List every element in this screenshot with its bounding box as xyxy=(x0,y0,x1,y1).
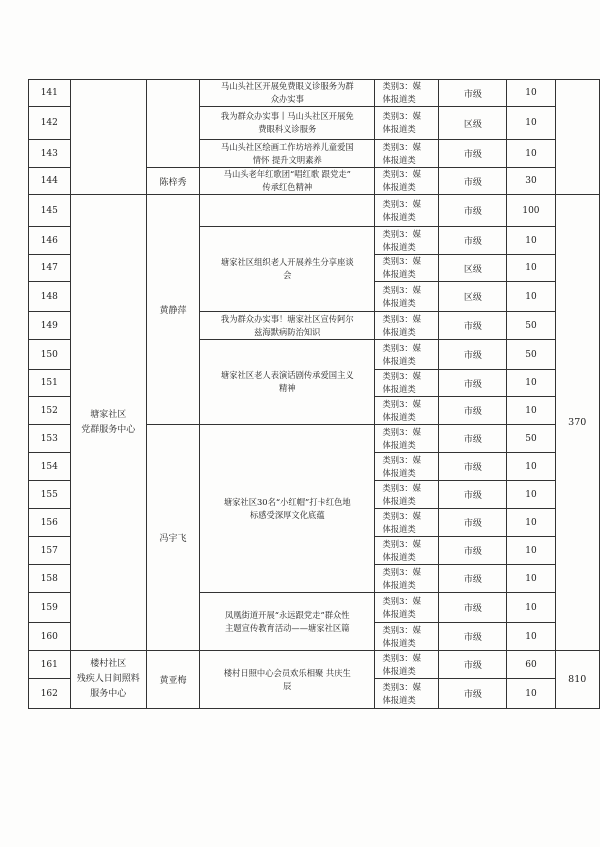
report-title-cell xyxy=(200,168,375,195)
level-cell: 市级 xyxy=(439,370,507,397)
points-cell: 10 xyxy=(507,255,555,282)
row-number-cell: 144 xyxy=(29,168,71,195)
cell-text-line: 体报道类 xyxy=(382,355,416,366)
level-cell: 市级 xyxy=(439,140,507,168)
points-cell: 10 xyxy=(507,537,555,565)
report-title-cell xyxy=(200,195,375,227)
level-cell: 市级 xyxy=(439,509,507,537)
cell-text-line: 类别3：媒 xyxy=(382,342,421,353)
points-cell: 10 xyxy=(507,679,555,709)
cell-text-line: 体报道类 xyxy=(382,665,416,676)
cell-text-line: 情怀 提升文明素养 xyxy=(252,154,322,165)
report-title-cell xyxy=(200,651,375,709)
level-cell: 市级 xyxy=(439,481,507,509)
category-cell xyxy=(375,140,439,168)
category-cell xyxy=(375,312,439,340)
points-cell: 10 xyxy=(507,107,555,140)
level-cell: 市级 xyxy=(439,537,507,565)
cell-text-line: 众办实事 xyxy=(270,94,304,104)
category-cell xyxy=(375,370,439,397)
cell-text-line: 楼村日照中心会员欢乐相聚 共庆生 xyxy=(223,667,351,678)
row-number-cell: 141 xyxy=(29,80,71,107)
row-number-cell: 160 xyxy=(29,623,71,651)
level-cell: 市级 xyxy=(439,397,507,425)
cell-text-line: 体报道类 xyxy=(382,384,416,394)
report-title-cell xyxy=(200,425,375,593)
points-cell: 50 xyxy=(507,425,555,453)
points-cell: 50 xyxy=(507,312,555,340)
table-row xyxy=(29,80,600,107)
row-number-cell: 145 xyxy=(29,195,71,227)
points-cell: 10 xyxy=(507,565,555,593)
cell-text-line: 体报道类 xyxy=(382,637,416,648)
points-cell: 60 xyxy=(507,651,555,679)
points-cell: 10 xyxy=(507,453,555,481)
cell-text-line: 类别3：媒 xyxy=(382,398,421,409)
cell-text-line: 体报道类 xyxy=(382,297,416,308)
cell-text-line: 体报道类 xyxy=(382,495,416,506)
cell-text-line: 体报道类 xyxy=(382,211,416,222)
cell-text-line: 体报道类 xyxy=(382,241,416,252)
unit-total-cell: 810 xyxy=(555,651,600,709)
cell-text-line: 类别3：媒 xyxy=(382,510,421,521)
report-title-cell xyxy=(200,340,375,425)
row-number-cell: 155 xyxy=(29,481,71,509)
cell-text-line: 体报道类 xyxy=(382,551,416,562)
unit-name-cell xyxy=(70,651,146,709)
cell-text-line: 体报道类 xyxy=(382,269,416,279)
row-number-cell: 159 xyxy=(29,593,71,623)
points-cell: 10 xyxy=(507,623,555,651)
cell-text-line: 塘家社区30名“小红帽”打卡红色地 xyxy=(223,496,351,507)
category-cell xyxy=(375,481,439,509)
cell-text-line: 类别3：媒 xyxy=(382,482,421,493)
cell-text-line: 体报道类 xyxy=(382,154,416,165)
cell-text-line: 类别3：媒 xyxy=(382,595,421,606)
points-cell: 10 xyxy=(507,481,555,509)
category-cell xyxy=(375,509,439,537)
cell-text-line: 类别3：媒 xyxy=(382,624,421,635)
points-cell: 10 xyxy=(507,227,555,255)
cell-text-line: 费眼科义诊服务 xyxy=(258,124,317,134)
row-number-cell: 157 xyxy=(29,537,71,565)
unit-total-cell: 370 xyxy=(555,195,600,651)
category-cell xyxy=(375,397,439,425)
row-number-cell: 147 xyxy=(29,255,71,282)
person-name-cell: 陈梓秀 xyxy=(146,168,199,195)
cell-text-line: 类别3：媒 xyxy=(382,228,421,239)
cell-text-line: 类别3：媒 xyxy=(382,538,421,549)
category-cell xyxy=(375,282,439,312)
category-cell xyxy=(375,168,439,195)
cell-text-line: 体报道类 xyxy=(382,439,416,450)
row-number-cell: 142 xyxy=(29,107,71,140)
cell-text-line: 我为群众办实事丨马山头社区开展免 xyxy=(220,111,354,121)
person-name-cell: 黄亚梅 xyxy=(146,651,199,709)
cell-text-line: 残疾人日间照料 xyxy=(76,674,140,684)
points-cell: 10 xyxy=(507,370,555,397)
cell-text-line: 类别3：媒 xyxy=(382,198,421,209)
points-cell: 10 xyxy=(507,397,555,425)
cell-text-line: 类别3：媒 xyxy=(382,652,421,663)
cell-text-line: 体报道类 xyxy=(382,411,416,422)
level-cell: 区级 xyxy=(439,107,507,140)
category-cell xyxy=(375,651,439,679)
cell-text-line: 体报道类 xyxy=(382,326,416,337)
points-cell: 30 xyxy=(507,168,555,195)
row-number-cell: 150 xyxy=(29,340,71,370)
cell-text-line: 楼村社区 xyxy=(90,659,127,669)
cell-text-line: 主题宣传教育活动——塘家社区篇 xyxy=(225,622,350,633)
cell-text-line: 体报道类 xyxy=(382,182,416,192)
report-title-cell xyxy=(200,593,375,651)
cell-text-line: 我为群众办实事！塘家社区宣传阿尔 xyxy=(220,313,354,324)
points-cell: 10 xyxy=(507,80,555,107)
cell-text-line: 塘家社区组织老人开展养生分享座谈 xyxy=(220,257,354,267)
cell-text-line: 塘家社区老人表演话剧传承爱国主义 xyxy=(220,370,354,380)
cell-text-line: 类别3：媒 xyxy=(382,141,421,152)
cell-text-line: 类别3：媒 xyxy=(382,111,421,121)
unit-total-cell xyxy=(555,80,600,195)
level-cell: 市级 xyxy=(439,195,507,227)
points-cell: 100 xyxy=(507,195,555,227)
row-number-cell: 143 xyxy=(29,140,71,168)
cell-text-line: 党群服务中心 xyxy=(81,424,136,435)
row-number-cell: 152 xyxy=(29,397,71,425)
cell-text-line: 标感受深厚文化底蕴 xyxy=(249,509,325,520)
cell-text-line: 类别3：媒 xyxy=(382,256,421,266)
category-cell xyxy=(375,340,439,370)
cell-text-line: 体报道类 xyxy=(382,523,416,534)
cell-text-line: 服务中心 xyxy=(90,689,127,699)
level-cell: 市级 xyxy=(439,168,507,195)
row-number-cell: 161 xyxy=(29,651,71,679)
cell-text-line: 体报道类 xyxy=(382,94,416,104)
cell-text-line: 会 xyxy=(283,270,292,280)
row-number-cell: 148 xyxy=(29,282,71,312)
cell-text-line: 类别3：媒 xyxy=(382,371,421,381)
level-cell: 市级 xyxy=(439,651,507,679)
level-cell: 市级 xyxy=(439,425,507,453)
level-cell: 市级 xyxy=(439,565,507,593)
row-number-cell: 153 xyxy=(29,425,71,453)
level-cell: 市级 xyxy=(439,679,507,709)
cell-text-line: 凤凰街道开展“永远跟党走”群众性 xyxy=(224,609,350,620)
cell-text-line: 类别3：媒 xyxy=(382,426,421,437)
row-number-cell: 154 xyxy=(29,453,71,481)
row-number-cell: 151 xyxy=(29,370,71,397)
person-name-cell: 黄静萍 xyxy=(146,195,199,425)
row-number-cell: 158 xyxy=(29,565,71,593)
row-number-cell: 149 xyxy=(29,312,71,340)
cell-text-line: 体报道类 xyxy=(382,467,416,478)
category-cell xyxy=(375,565,439,593)
cell-text-line: 类别3：媒 xyxy=(382,81,421,91)
row-number-cell: 146 xyxy=(29,227,71,255)
cell-text-line: 塘家社区 xyxy=(90,409,127,420)
category-cell xyxy=(375,425,439,453)
cell-text-line: 类别3：媒 xyxy=(382,454,421,465)
level-cell: 市级 xyxy=(439,227,507,255)
level-cell: 市级 xyxy=(439,623,507,651)
media-report-score-table xyxy=(28,79,600,709)
category-cell xyxy=(375,623,439,651)
level-cell: 市级 xyxy=(439,312,507,340)
cell-text-line: 精神 xyxy=(278,383,296,393)
cell-text-line: 体报道类 xyxy=(382,579,416,590)
cell-text-line: 体报道类 xyxy=(382,124,416,134)
report-title-cell xyxy=(200,107,375,140)
report-title-cell xyxy=(200,227,375,312)
cell-text-line: 类别3：媒 xyxy=(382,681,421,692)
report-title-cell xyxy=(200,140,375,168)
cell-text-line: 马山头社区绘画工作坊培养儿童爱国 xyxy=(220,141,354,152)
category-cell xyxy=(375,537,439,565)
level-cell: 市级 xyxy=(439,593,507,623)
cell-text-line: 类别3：媒 xyxy=(382,284,421,295)
table-row xyxy=(29,651,600,679)
category-cell xyxy=(375,80,439,107)
category-cell xyxy=(375,453,439,481)
cell-text-line: 类别3：媒 xyxy=(382,169,421,179)
cell-text-line: 体报道类 xyxy=(382,608,416,619)
unit-name-cell xyxy=(70,80,146,195)
person-name-cell: 冯宇飞 xyxy=(146,425,199,651)
table-row xyxy=(29,195,600,227)
cell-text-line: 体报道类 xyxy=(382,694,416,705)
points-cell: 50 xyxy=(507,340,555,370)
cell-text-line: 辰 xyxy=(283,680,292,691)
cell-text-line: 类别3：媒 xyxy=(382,313,421,324)
cell-text-line: 马山头社区开展免费眼义诊服务为群 xyxy=(220,81,354,91)
row-number-cell: 162 xyxy=(29,679,71,709)
report-title-cell xyxy=(200,312,375,340)
points-cell: 10 xyxy=(507,140,555,168)
points-cell: 10 xyxy=(507,509,555,537)
points-cell: 10 xyxy=(507,282,555,312)
person-name-cell xyxy=(146,80,199,168)
unit-name-cell xyxy=(70,195,146,651)
category-cell xyxy=(375,679,439,709)
cell-text-line: 兹海默病防治知识 xyxy=(254,326,321,337)
category-cell xyxy=(375,255,439,282)
category-cell xyxy=(375,195,439,227)
points-cell: 10 xyxy=(507,593,555,623)
row-number-cell: 156 xyxy=(29,509,71,537)
report-title-cell xyxy=(200,80,375,107)
level-cell: 市级 xyxy=(439,340,507,370)
level-cell: 区级 xyxy=(439,282,507,312)
cell-text-line: 传承红色精神 xyxy=(262,182,313,192)
category-cell xyxy=(375,107,439,140)
level-cell: 市级 xyxy=(439,453,507,481)
level-cell: 市级 xyxy=(439,80,507,107)
cell-text-line: 马山头老年红歌团“唱红歌 跟党走” xyxy=(223,169,351,179)
cell-text-line: 类别3：媒 xyxy=(382,566,421,577)
level-cell: 区级 xyxy=(439,255,507,282)
category-cell xyxy=(375,227,439,255)
category-cell xyxy=(375,593,439,623)
